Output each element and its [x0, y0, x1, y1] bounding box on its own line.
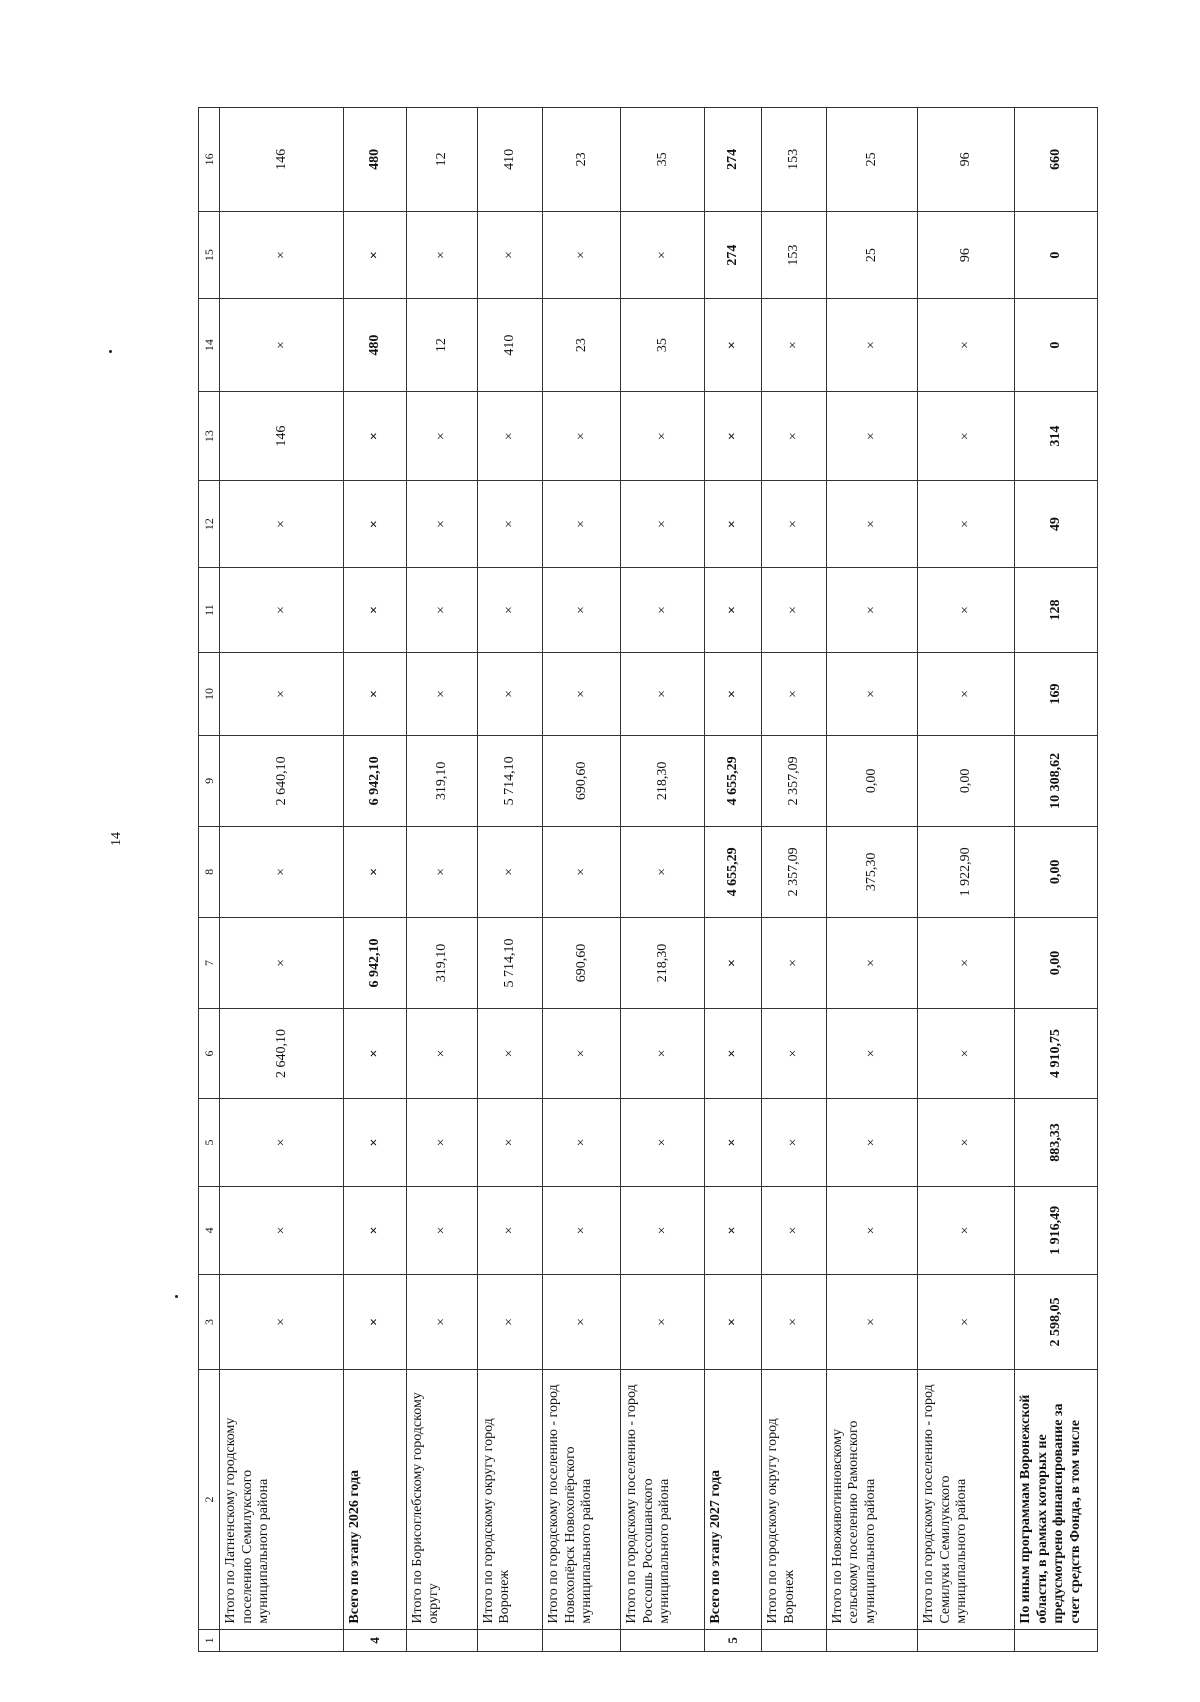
value-cell: × [343, 1009, 406, 1099]
value-cell: × [826, 299, 917, 392]
value-cell: 25 [826, 108, 917, 212]
value-cell: 319,10 [406, 917, 477, 1009]
row-name-cell: Итого по Борисоглебскому городскому округу [406, 1370, 477, 1629]
value-cell: × [343, 481, 406, 567]
row-number-cell: 4 [343, 1629, 406, 1651]
value-cell: × [220, 1187, 343, 1274]
value-cell: 375,30 [826, 827, 917, 918]
value-cell: 319,10 [406, 735, 477, 827]
value-cell: × [406, 1187, 477, 1274]
value-cell: × [477, 827, 542, 918]
value-cell: × [220, 827, 343, 918]
value-cell: 660 [1015, 108, 1098, 212]
value-cell: 0,00 [918, 735, 1015, 827]
column-number-row [199, 108, 220, 1652]
value-cell: 6 942,10 [343, 917, 406, 1009]
column-number-cell: 9 [199, 735, 220, 827]
table-row [1015, 108, 1098, 1652]
value-cell: 146 [220, 108, 343, 212]
value-cell: × [406, 391, 477, 481]
column-number-cell: 4 [199, 1187, 220, 1274]
value-cell: 146 [220, 391, 343, 481]
value-cell: × [826, 1098, 917, 1186]
value-cell: × [704, 1009, 762, 1099]
value-cell: 410 [477, 299, 542, 392]
value-cell: × [543, 827, 621, 918]
value-cell: × [621, 1009, 705, 1099]
value-cell: 23 [543, 299, 621, 392]
value-cell: × [220, 1274, 343, 1370]
value-cell: 35 [621, 299, 705, 392]
value-cell: × [543, 1098, 621, 1186]
value-cell: × [918, 299, 1015, 392]
table-row [704, 108, 762, 1652]
value-cell: × [621, 653, 705, 735]
value-cell: × [406, 1009, 477, 1099]
value-cell: × [343, 827, 406, 918]
value-cell: × [220, 653, 343, 735]
row-number-cell [621, 1629, 705, 1651]
value-cell: × [918, 1187, 1015, 1274]
value-cell: × [704, 1098, 762, 1186]
value-cell: × [762, 567, 826, 652]
table-row [826, 108, 917, 1652]
scan-dot [109, 350, 112, 353]
value-cell: 2 640,10 [220, 1009, 343, 1099]
value-cell: × [220, 917, 343, 1009]
value-cell: × [704, 567, 762, 652]
row-name-cell: Итого по городскому округу город Воронеж [762, 1370, 826, 1629]
value-cell: × [220, 211, 343, 298]
value-cell: 690,60 [543, 917, 621, 1009]
value-cell: 480 [343, 108, 406, 212]
value-cell: 0,00 [1015, 917, 1098, 1009]
value-cell: 218,30 [621, 917, 705, 1009]
value-cell: 314 [1015, 391, 1098, 481]
column-number-cell: 2 [199, 1370, 220, 1629]
value-cell: × [704, 299, 762, 392]
value-cell: × [543, 653, 621, 735]
value-cell: × [406, 1274, 477, 1370]
row-number-cell [543, 1629, 621, 1651]
value-cell: × [826, 567, 917, 652]
value-cell: × [826, 1009, 917, 1099]
value-cell: × [343, 1187, 406, 1274]
row-name-cell: Всего по этапу 2026 года [343, 1370, 406, 1629]
value-cell: 0,00 [826, 735, 917, 827]
value-cell: × [406, 827, 477, 918]
table-row [477, 108, 542, 1652]
value-cell: × [220, 1098, 343, 1186]
table-row [621, 108, 705, 1652]
value-cell: 12 [406, 108, 477, 212]
row-number-cell [477, 1629, 542, 1651]
value-cell: 23 [543, 108, 621, 212]
value-cell: 274 [704, 211, 762, 298]
value-cell: × [343, 653, 406, 735]
column-number-cell: 10 [199, 653, 220, 735]
value-cell: × [826, 653, 917, 735]
value-cell: 2 357,09 [762, 827, 826, 918]
value-cell: × [704, 1274, 762, 1370]
value-cell: × [826, 1274, 917, 1370]
value-cell: × [543, 481, 621, 567]
value-cell: × [220, 299, 343, 392]
value-cell: × [918, 391, 1015, 481]
row-name-cell: Итого по городскому поселению - город Семилуки Семилукского муниципального района [918, 1370, 1015, 1629]
row-number-cell [826, 1629, 917, 1651]
value-cell: × [826, 917, 917, 1009]
value-cell: 0,00 [1015, 827, 1098, 918]
table-row [343, 108, 406, 1652]
value-cell: 128 [1015, 567, 1098, 652]
value-cell: 218,30 [621, 735, 705, 827]
value-cell: × [406, 653, 477, 735]
value-cell: × [543, 1274, 621, 1370]
value-cell: × [704, 653, 762, 735]
value-cell: × [406, 1098, 477, 1186]
table-row [543, 108, 621, 1652]
value-cell: 169 [1015, 653, 1098, 735]
value-cell: × [477, 391, 542, 481]
row-name-cell: По иным программам Воронежской области, в рамках которых не предусмотрено финансирование за счет средств Фонда, в том числе [1015, 1370, 1098, 1629]
value-cell: × [704, 481, 762, 567]
value-cell: 480 [343, 299, 406, 392]
value-cell: × [704, 917, 762, 1009]
value-cell: × [621, 567, 705, 652]
column-number-cell: 8 [199, 827, 220, 918]
value-cell: × [343, 391, 406, 481]
value-cell: × [918, 917, 1015, 1009]
value-cell: × [477, 1098, 542, 1186]
value-cell: × [406, 211, 477, 298]
value-cell: × [762, 1009, 826, 1099]
value-cell: × [543, 391, 621, 481]
value-cell: × [762, 299, 826, 392]
row-name-cell: Итого по городскому поселению - город Россошь Россошанского муниципального района [621, 1370, 705, 1629]
value-cell: 35 [621, 108, 705, 212]
column-number-cell: 6 [199, 1009, 220, 1099]
row-number-cell [918, 1629, 1015, 1651]
table-row [762, 108, 826, 1652]
value-cell: 153 [762, 211, 826, 298]
value-cell: × [621, 481, 705, 567]
value-cell: × [621, 391, 705, 481]
value-cell: × [762, 1098, 826, 1186]
column-number-cell: 5 [199, 1098, 220, 1186]
value-cell: 4 655,29 [704, 827, 762, 918]
program-table [198, 107, 1098, 1652]
value-cell: 883,33 [1015, 1098, 1098, 1186]
value-cell: 274 [704, 108, 762, 212]
value-cell: × [918, 1274, 1015, 1370]
value-cell: × [406, 567, 477, 652]
column-number-cell: 12 [199, 481, 220, 567]
column-number-cell: 1 [199, 1629, 220, 1651]
row-number-cell [220, 1629, 343, 1651]
value-cell: × [543, 211, 621, 298]
row-number-cell [1015, 1629, 1098, 1651]
value-cell: × [762, 1274, 826, 1370]
value-cell: × [343, 1274, 406, 1370]
value-cell: × [762, 391, 826, 481]
value-cell: × [543, 1009, 621, 1099]
value-cell: 690,60 [543, 735, 621, 827]
row-number-cell: 5 [704, 1629, 762, 1651]
value-cell: 5 714,10 [477, 735, 542, 827]
value-cell: 4 655,29 [704, 735, 762, 827]
column-number-cell: 11 [199, 567, 220, 652]
scan-dot [175, 1295, 178, 1298]
value-cell: × [220, 481, 343, 567]
value-cell: × [762, 1187, 826, 1274]
value-cell: × [477, 1274, 542, 1370]
value-cell: 2 357,09 [762, 735, 826, 827]
value-cell: 25 [826, 211, 917, 298]
column-number-cell: 15 [199, 211, 220, 298]
value-cell: × [918, 567, 1015, 652]
value-cell: × [762, 481, 826, 567]
value-cell: 0 [1015, 211, 1098, 298]
value-cell: 4 910,75 [1015, 1009, 1098, 1099]
row-name-cell: Итого по Латненскому городскому поселению Семилукского муниципального района [220, 1370, 343, 1629]
column-number-cell: 13 [199, 391, 220, 481]
value-cell: × [826, 481, 917, 567]
value-cell: 96 [918, 108, 1015, 212]
value-cell: 6 942,10 [343, 735, 406, 827]
table-body [199, 108, 1098, 1652]
value-cell: × [343, 211, 406, 298]
value-cell: × [918, 1098, 1015, 1186]
value-cell: 1 922,90 [918, 827, 1015, 918]
column-number-cell: 14 [199, 299, 220, 392]
row-name-cell: Всего по этапу 2027 года [704, 1370, 762, 1629]
value-cell: × [406, 481, 477, 567]
column-number-cell: 7 [199, 917, 220, 1009]
value-cell: 96 [918, 211, 1015, 298]
value-cell: × [918, 1009, 1015, 1099]
value-cell: × [543, 567, 621, 652]
value-cell: × [621, 1098, 705, 1186]
value-cell: × [621, 1274, 705, 1370]
value-cell: × [918, 481, 1015, 567]
value-cell: × [621, 211, 705, 298]
value-cell: 5 714,10 [477, 917, 542, 1009]
rotated-table-wrapper [198, 107, 1098, 1652]
value-cell: 2 640,10 [220, 735, 343, 827]
value-cell: × [704, 391, 762, 481]
value-cell: × [477, 1187, 542, 1274]
page-number: 14 [109, 832, 124, 846]
value-cell: × [826, 1187, 917, 1274]
value-cell: 1 916,49 [1015, 1187, 1098, 1274]
value-cell: × [621, 827, 705, 918]
value-cell: × [477, 653, 542, 735]
value-cell: 49 [1015, 481, 1098, 567]
value-cell: × [762, 917, 826, 1009]
value-cell: 0 [1015, 299, 1098, 392]
row-name-cell: Итого по городскому округу город Воронеж [477, 1370, 542, 1629]
value-cell: × [543, 1187, 621, 1274]
column-number-cell: 3 [199, 1274, 220, 1370]
value-cell: × [621, 1187, 705, 1274]
row-number-cell [406, 1629, 477, 1651]
value-cell: × [343, 567, 406, 652]
column-number-cell: 16 [199, 108, 220, 212]
value-cell: 2 598,05 [1015, 1274, 1098, 1370]
table-row [406, 108, 477, 1652]
value-cell: × [762, 653, 826, 735]
value-cell: × [343, 1098, 406, 1186]
row-number-cell [762, 1629, 826, 1651]
value-cell: × [477, 1009, 542, 1099]
value-cell: × [477, 481, 542, 567]
value-cell: × [704, 1187, 762, 1274]
row-name-cell: Итого по Новоживотинновскому сельскому поселению Рамонского муниципального района [826, 1370, 917, 1629]
value-cell: 410 [477, 108, 542, 212]
row-name-cell: Итого по городскому поселению - город Новохопёрск Новохопёрского муниципального района [543, 1370, 621, 1629]
value-cell: × [477, 567, 542, 652]
value-cell: 12 [406, 299, 477, 392]
value-cell: 153 [762, 108, 826, 212]
value-cell: × [918, 653, 1015, 735]
value-cell: × [220, 567, 343, 652]
table-row [220, 108, 343, 1652]
value-cell: 10 308,62 [1015, 735, 1098, 827]
table-row [918, 108, 1015, 1652]
value-cell: × [826, 391, 917, 481]
value-cell: × [477, 211, 542, 298]
